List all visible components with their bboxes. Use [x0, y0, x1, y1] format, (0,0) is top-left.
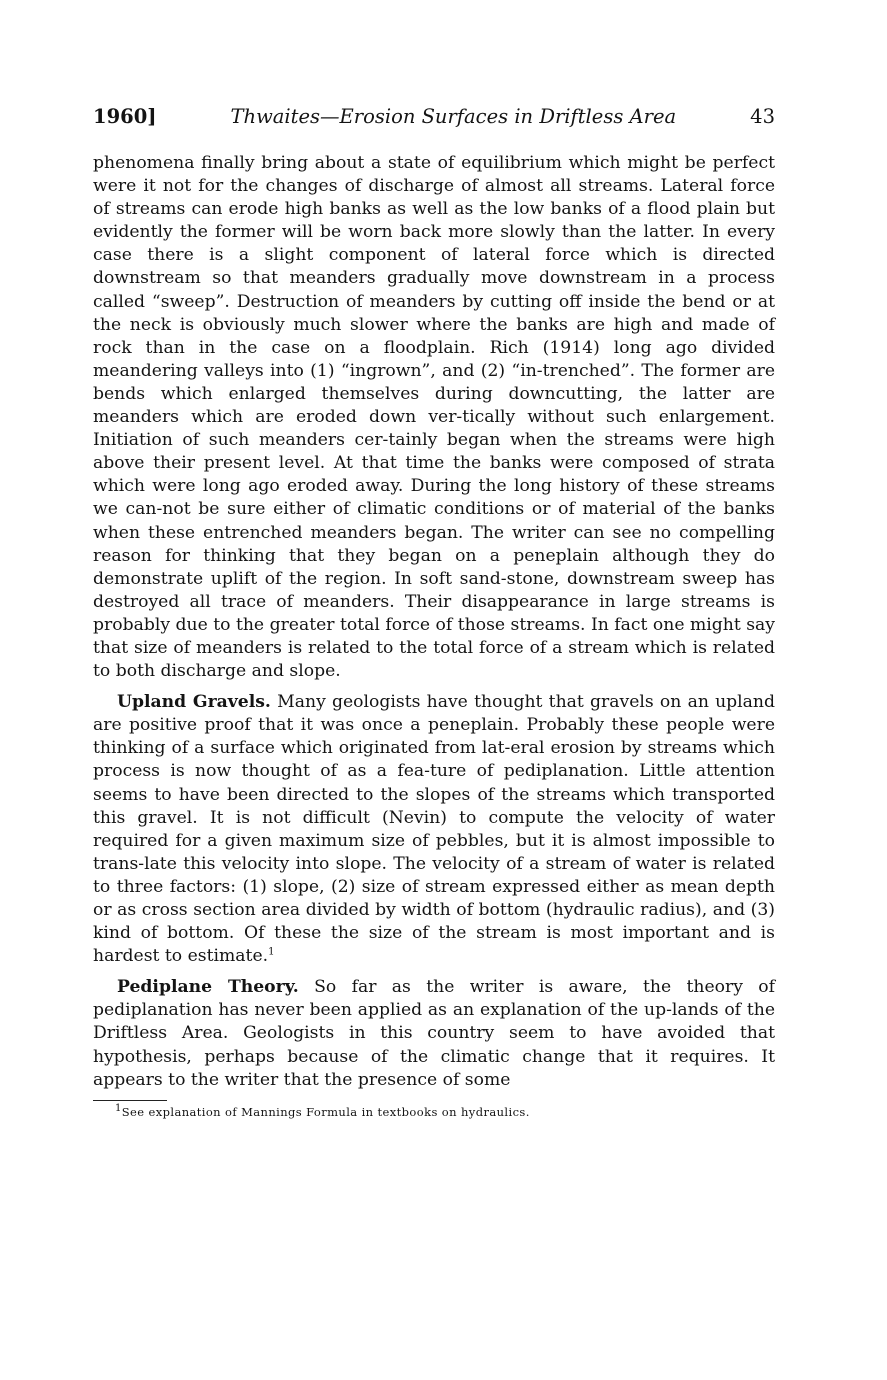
running-head: [93, 104, 775, 130]
paragraph-pediplane-theory-text: So far as the writer is aware, the theory of pediplanation has never been applied as an explanation of the up-lands of the Driftless Area. Geologists in this country seem to have avoided that hypothesis, perhaps because of the climatic change that it requires. It appears to the writer that the presence of some: [93, 977, 776, 1090]
section-heading-pediplane-theory: Pediplane Theory.: [117, 977, 299, 998]
footnote-reference: 1: [268, 946, 275, 958]
running-title: Thwaites—Erosion Surfaces in Driftless Area: [230, 105, 677, 128]
footnote-text: See explanation of Mannings Formula in textbooks on hydraulics.: [121, 1104, 530, 1119]
paragraph-pediplane-theory: [93, 976, 775, 1091]
paragraph-meanders: [93, 152, 775, 683]
paragraph-meanders-text: phenomena finally bring about a state of equilibrium which might be perfect were it not for the changes of discharge of almost all streams. Lateral force of streams can erode high banks as well as the low banks of a flood plain but evidently the former will be worn back more slowly than the latter. In every case there is a slight component of lateral force which is directed downstream so that meanders gradually move downstream in a process called “sweep”. Destruction of meanders by cutting off inside the bend or at the neck is obviously much slower where the banks are high and made of rock than in the case on a floodplain. Rich (1914) long ago divided meandering valleys into (1) “ingrown”, and (2) “in-trenched”. The former are bends which enlarged themselves during downcutting, the latter are meanders which are eroded down ver-tically without such enlargement. Initiation of such meanders cer-tainly began when the streams were high above their present level. At that time the banks were composed of strata which were long ago eroded away. During the long history of these streams we can-not be sure either of climatic conditions or of material of the banks when these entrenched meanders began. The writer can see no compelling reason for thinking that they began on a peneplain although they do demonstrate uplift of the region. In soft sand-stone, downstream sweep has destroyed all trace of meanders. Their disappearance in large streams is probably due to the greater total force of those streams. In fact one might say that size of meanders is related to the total force of a stream which is related to both discharge and slope.: [93, 153, 775, 682]
footnote-mark: 1: [115, 1102, 122, 1114]
paragraph-upland-gravels: [93, 691, 775, 968]
volume-year: 1960]: [93, 105, 157, 128]
footnote-divider: [93, 1100, 167, 1101]
section-heading-upland-gravels: Upland Gravels.: [117, 692, 271, 713]
paragraph-upland-gravels-text: Many geologists have thought that gravels on an upland are positive proof that it was once a peneplain. Probably these people were thinking of a surface which originated from lat-eral erosion by streams which process is now thought of as a fea-ture of pediplanation. Little attention seems to have been directed to the slopes of the streams which transported this gravel. It is not difficult (Nevin) to compute the velocity of water required for a given maximum size of pebbles, but it is almost impossible to trans-late this velocity into slope. The velocity of a stream of water is related to three factors: (1) slope, (2) size of stream expressed either as mean depth or as cross section area divided by width of bottom (hydraulic radius), and (3) kind of bottom. Of these the size of the stream is most important and is hardest to estimate.: [93, 692, 776, 967]
page-number: 43: [750, 105, 775, 128]
body-text: [93, 152, 775, 1092]
page: [93, 104, 775, 1120]
footnote: [93, 1102, 775, 1120]
